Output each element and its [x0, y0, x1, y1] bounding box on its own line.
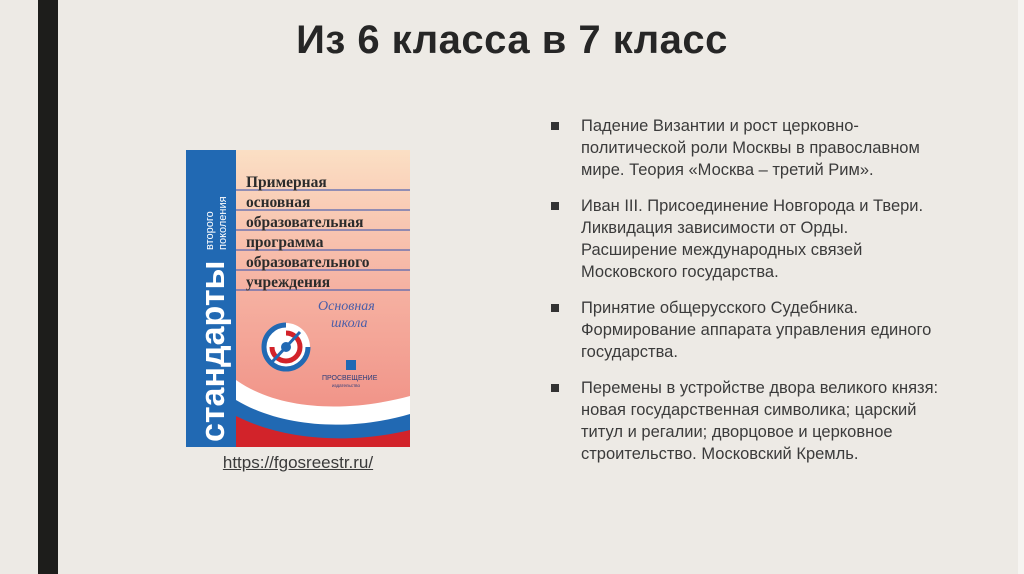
bullet-item	[551, 115, 941, 181]
cover-title-line-4: программа	[246, 234, 324, 251]
publisher-sub: издательство	[332, 383, 360, 388]
cover-subtitle-1: Основная	[318, 299, 375, 314]
source-link[interactable]: https://fgosreestr.ru/	[222, 453, 374, 472]
cover-title-line-5: образовательного	[246, 254, 370, 271]
bullet-text: Иван III. Присоединение Новгорода и Твери. Ликвидация зависимости от Орды. Расширение международных связей Московского государства.	[581, 197, 924, 281]
cover-spine-sub-2: поколения	[217, 196, 229, 250]
bullet-item	[551, 297, 941, 363]
bullet-item	[551, 195, 941, 283]
cover-spine-main: стандарты	[194, 260, 232, 442]
standards-logo-icon	[262, 323, 310, 371]
bullet-text: Падение Византии и рост церковно-политической роли Москвы в православном мире. Теория «Москва – третий Рим».	[581, 117, 920, 179]
cover-spine-sub-1: второго	[204, 211, 216, 250]
edge-strip	[1018, 0, 1024, 574]
bullet-marker	[551, 384, 559, 392]
publisher-name: ПРОСВЕЩЕНИЕ	[322, 375, 378, 382]
cover-subtitle-2: школа	[331, 316, 368, 331]
cover-title-line-6: учреждения	[246, 274, 331, 291]
bullet-marker	[551, 304, 559, 312]
cover-title-line-2: основная	[246, 194, 311, 211]
cover-title-line-3: образовательная	[246, 214, 364, 231]
bullet-item	[551, 377, 941, 465]
publisher-emblem-icon	[346, 360, 356, 370]
bullet-marker	[551, 122, 559, 130]
accent-bar	[38, 0, 58, 574]
bullet-marker	[551, 202, 559, 210]
bullet-text: Принятие общерусского Судебника. Формирование аппарата управления единого государства.	[581, 299, 932, 361]
cover-title-line-1: Примерная	[246, 174, 327, 191]
book-cover-image	[186, 150, 410, 447]
bullet-text: Перемены в устройстве двора великого князя: новая государственная символика; царский титул и регалии; дворцовое и церковное строительство. Московский Кремль.	[581, 379, 939, 463]
slide-title: Из 6 класса в 7 класс	[296, 18, 728, 62]
bullet-list	[551, 115, 941, 479]
